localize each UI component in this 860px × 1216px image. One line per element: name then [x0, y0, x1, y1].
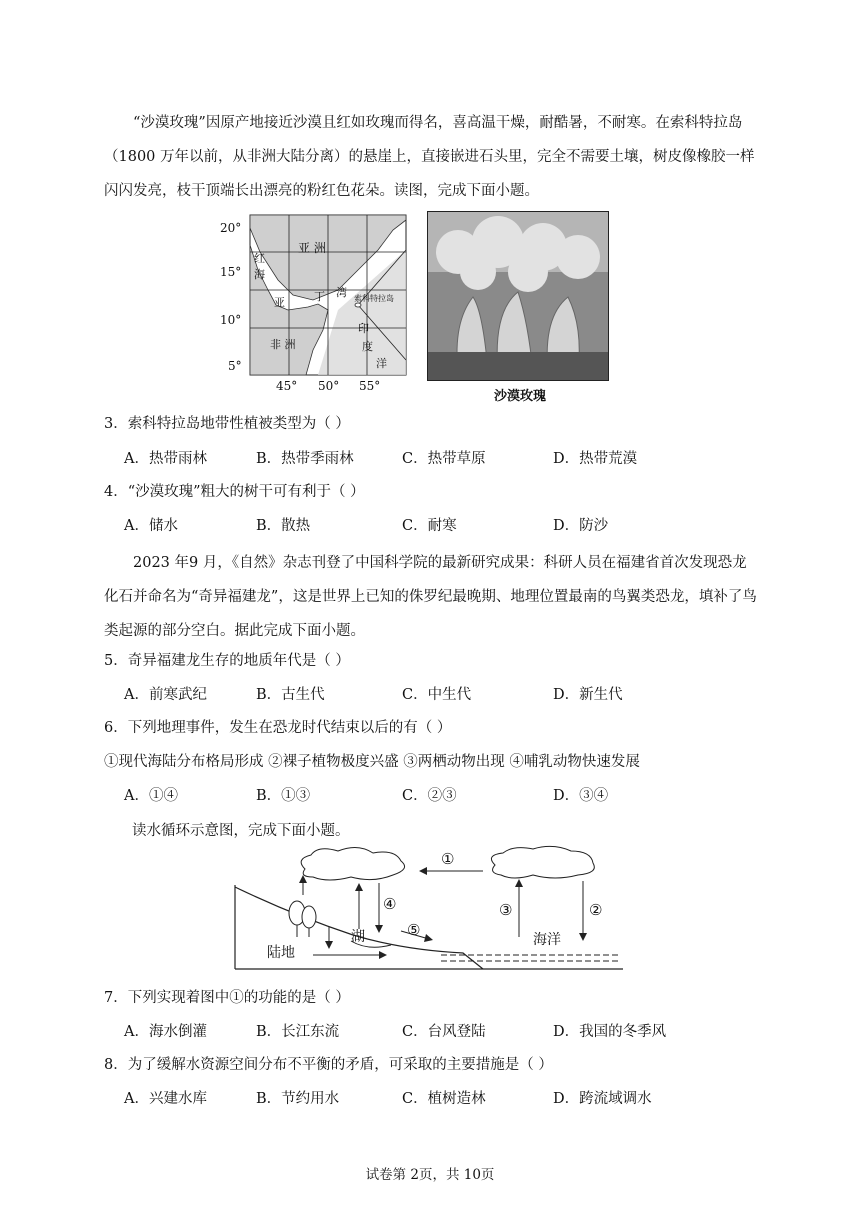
- map-figure: [218, 210, 418, 400]
- question-4-stem: 4．“沙漠玫瑰”粗大的树干可有利于（ ）: [104, 484, 365, 500]
- label-lake: 湖: [351, 929, 365, 945]
- arrow-label-1: ①: [441, 850, 455, 868]
- question-8-options: [124, 1088, 744, 1110]
- question-4-options: [124, 515, 744, 537]
- question-6-items: ①现代海陆分布格局形成 ②裸子植物极度兴盛 ③两栖动物出现 ④哺乳动物快速发展: [104, 754, 640, 770]
- q5-option-b[interactable]: B．古生代: [256, 687, 325, 703]
- q4-option-a[interactable]: A．储水: [124, 518, 178, 534]
- q6-option-c[interactable]: C．②③: [402, 788, 457, 804]
- lat-label-20: 20°: [220, 221, 242, 235]
- q3-option-d[interactable]: D．热带荒漠: [553, 451, 638, 467]
- label-ocean-3: 洋: [376, 357, 387, 370]
- q6-option-b[interactable]: B．①③: [256, 788, 311, 804]
- q8-option-a[interactable]: A．兴建水库: [124, 1091, 207, 1107]
- desert-rose-photo: [427, 211, 609, 381]
- label-gulf-3: 湾: [336, 286, 347, 299]
- q7-option-d[interactable]: D．我国的冬季风: [553, 1024, 667, 1040]
- lon-label-50: 50°: [318, 379, 340, 393]
- question-3-options: [124, 448, 744, 470]
- q5-option-a[interactable]: A．前寒武纪: [124, 687, 207, 703]
- label-sea: 海洋: [533, 932, 561, 948]
- lat-label-15: 15°: [220, 265, 242, 279]
- q6-option-d[interactable]: D．③④: [553, 788, 609, 804]
- question-7-stem: 7．下列实现着图中①的功能的是（ ）: [104, 990, 350, 1006]
- label-africa: 非 洲: [270, 338, 296, 351]
- water-cycle-diagram: [233, 845, 625, 973]
- q5-option-d[interactable]: D．新生代: [553, 687, 623, 703]
- q8-option-d[interactable]: D．跨流域调水: [553, 1091, 652, 1107]
- q3-option-b[interactable]: B．热带季雨林: [256, 451, 354, 467]
- q3-option-c[interactable]: C．热带草原: [402, 451, 486, 467]
- question-6-stem: 6．下列地理事件，发生在恐龙时代结束以后的有（ ）: [104, 720, 452, 736]
- question-3-stem: 3．索科特拉岛地带性植被类型为（ ）: [104, 416, 350, 432]
- q5-option-c[interactable]: C．中生代: [402, 687, 472, 703]
- label-land: 陆地: [267, 945, 295, 961]
- q8-option-c[interactable]: C．植树造林: [402, 1091, 486, 1107]
- q4-option-c[interactable]: C．耐寒: [402, 518, 457, 534]
- question-5-options: [124, 684, 744, 706]
- q4-option-d[interactable]: D．防沙: [553, 518, 609, 534]
- lon-label-55: 55°: [359, 379, 381, 393]
- arrow-label-2: ②: [589, 901, 603, 919]
- lon-label-45: 45°: [276, 379, 298, 393]
- page-footer: 试卷第 2页，共 10页: [365, 1167, 495, 1183]
- q8-option-b[interactable]: B．节约用水: [256, 1091, 340, 1107]
- label-asia: 亚 洲: [298, 241, 326, 255]
- label-ocean-1: 印: [358, 322, 369, 335]
- q4-option-b[interactable]: B．散热: [256, 518, 311, 534]
- label-gulf-2: 丁: [314, 290, 325, 303]
- question-5-stem: 5．奇异福建龙生存的地质年代是（ ）: [104, 653, 350, 669]
- arrow-label-5: ⑤: [407, 921, 421, 939]
- label-ocean-2: 度: [362, 340, 373, 353]
- label-socotra: 索科特拉岛: [354, 294, 394, 303]
- question-8-stem: 8．为了缓解水资源空间分布不平衡的矛盾，可采取的主要措施是（ ）: [104, 1057, 553, 1073]
- intro-paragraph-3: 读水循环示意图，完成下面小题。: [132, 823, 350, 839]
- lat-label-5: 5°: [228, 359, 242, 373]
- label-gulf-1: 亚: [274, 296, 285, 309]
- lat-label-10: 10°: [220, 313, 242, 327]
- question-6-options: [124, 785, 744, 807]
- intro-paragraph-2: 2023 年9 月，《自然》杂志刊登了中国科学院的最新研究成果：科研人员在福建省首次发现恐龙化石并命名为“奇异福建龙”，这是世界上已知的侏罗纪最晚期、地理位置最南的鸟翼类恐龙，填补了鸟类起源的部分空白。据此完成下面小题。: [104, 555, 757, 639]
- q3-option-a[interactable]: A．热带雨林: [124, 451, 207, 467]
- label-red-sea-2: 海: [254, 268, 265, 281]
- question-7-options: [124, 1021, 744, 1043]
- q7-option-a[interactable]: A．海水倒灌: [124, 1024, 207, 1040]
- q6-option-a[interactable]: A．①④: [124, 788, 178, 804]
- arrow-label-4: ④: [383, 895, 397, 913]
- photo-caption: 沙漠玫瑰: [493, 389, 546, 404]
- q7-option-b[interactable]: B．长江东流: [256, 1024, 340, 1040]
- label-red-sea-1: 红: [254, 252, 265, 265]
- arrow-label-3: ③: [499, 901, 513, 919]
- intro-paragraph-1: “沙漠玫瑰”因原产地接近沙漠且红如玫瑰而得名，喜高温干燥，耐酷暑，不耐寒。在索科特拉岛（1800 万年以前，从非洲大陆分离）的悬崖上，直接嵌进石头里，完全不需要土壤，树皮像橡胶一样闪闪发亮，枝干顶端长出漂亮的粉红色花朵。读图，完成下面小题。: [104, 115, 755, 199]
- q7-option-c[interactable]: C．台风登陆: [402, 1024, 486, 1040]
